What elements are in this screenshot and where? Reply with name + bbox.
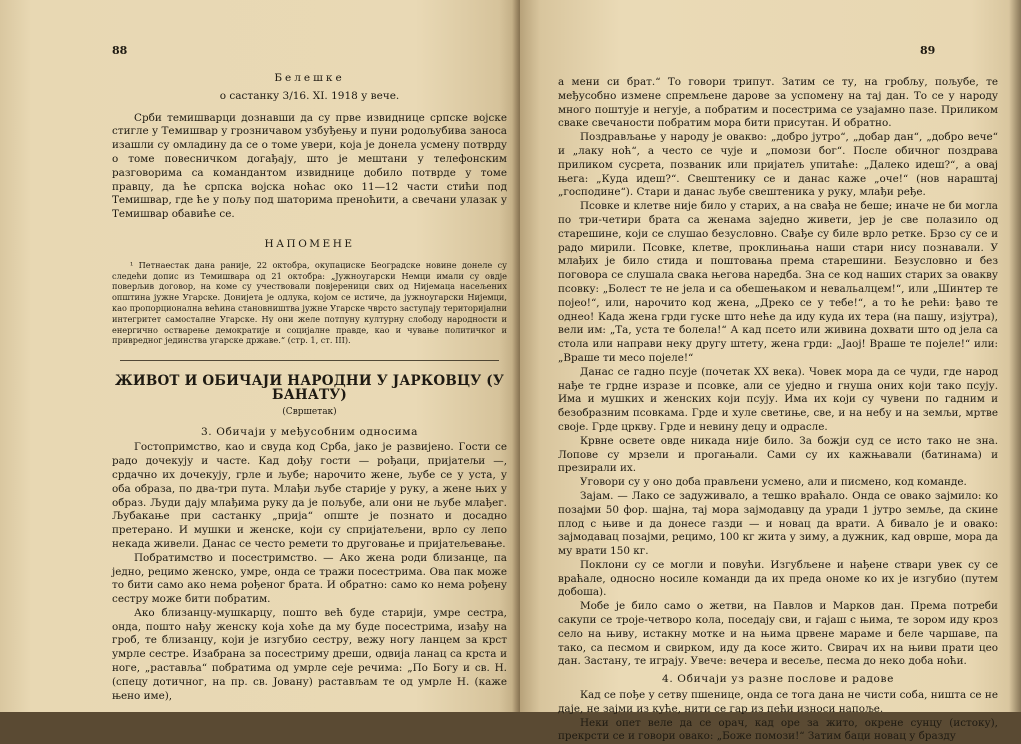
left-column	[112, 72, 507, 703]
paragraph-continuation: а мени си брат.“ То говори трипут. Затим се ту, на гробљу, пољубе, те међусобно измене спремљене дарове за успомену на тај дан. То се у народу много поштује и негује, а побратим и посестрима се узајамно пазе. Приликом сваке свечаности побратим мора бити присутан. И обратно.	[558, 76, 998, 130]
paragraph-greetings: Поздрављање у народу је овакво: „добро јутро“, „добар дан“, „добро вече“ и „лаку ноћ“, а често се чује и „помози бог“. После обичног поздрава приликом сусрета, позваник или пријатељ упитаће: „Далеко идеш?“, а овај њега: „Куда идеш?“. Свештенику се и данас каже „оче!“ (нов нараштај „господине“). Стари и данас љубе свештеника у руку, млађи ређе.	[558, 131, 998, 199]
page-edge	[1009, 0, 1021, 712]
footnote: ¹ Петнаестак дана раније, 22 октобра, окупациске Београдске новине донеле су следећи допис из Темишвара од 21 октобра: „Јужноугарски Немци имали су овдје поверљив договор, на коме су учествовали повјереници свих од Нијемаца насељених општина јужне Угарске. Донијета је одлука, којом се истиче, да јужноугарски Нијемци, као пропорционална већина становништва јужне Угарске чврсто заступају територијални интегритет самосталне Угарске. Ну они желе потпуну културну слободу народности и енергично остварење демократије и социјалне правде, као и чување политичког и привредног јединства угарске државе.“ (стр. 1, ст. III).	[112, 259, 507, 346]
paragraph-blood-feud: Крвне освете овде никада није било. За божји суд се исто тако не зна. Лопове су мрзели и прогањали. Сами су их кажњавали (батинама) и презирали их.	[558, 434, 998, 475]
notes-text: Срби темишварци дознавши да су прве извиднице српске војске стигле у Темишвар у грозничавом узбуђењу и пуни родољубива заноса изашли су омладину да се о томе увери, која је донела усмену потврду о томе повесничком догађају, што је мештани у телефонским разговорима са командантом извиднице добило потврде у томе правцу, да ће српска војска ноћас око 11—12 части стићи под Темишвар, где ће у пољу под шаторима преноћити, а свечани улазак у Темишвар обавиће се.	[112, 111, 507, 221]
notes-subtitle: о састанку 3/16. XI. 1918 у вече.	[219, 89, 400, 102]
paragraph-swearing: Данас се гадно псује (почетак XX века). Човек мора да се чуди, где народ нађе те грдне изразе и псовке, али се уједно и гнуша оних који тако псују. Има и мушких и женских који псују. Има их који су чувени по гадним и безобразним псовкама. Грде и хуле светиње, све, и на небу и на земљи, мртве своје. Грде цркву. Грде и невину децу и одрасле.	[558, 365, 998, 433]
article-title: ЖИВОТ И ОБИЧАЈИ НАРОДНИ У ЈАРКОВЦУ (У БАНАТУ)	[114, 373, 504, 403]
section-title-4: 4. Обичаји уз разне послове и радове	[662, 673, 894, 686]
paragraph-curses: Псовке и клетве није било у старих, а на свађа не беше; иначе не би могла по три-четири брата са женама заједно живети, јер је све полазило од старешине, који се слушао безусловно. Свађе су биле врло ретке. Брзо су се и радо мирили. Псовке, клетве, проклињања наши стари нису познавали. У млађих је било стида и поштовања према старешини. Безусловно и без поговора се слушала свака његова наредба. Зна се код наших старих за овакву псовку: „Болест те не јела и са обешењаком и невальалцем!“, или „Шинтер те појео!“, или, нарочито код жена, „Дреко се у тебе!“, а то ће рећи: ђаво те однео! Када жена грди гуске што неће да иду куда их тера (на пашу, изјутра), вели им: „Та, уста те болела!“ А кад псето или живина дохвати што од јела са стола или направи неку другу штету, жена грди: „Јаој! Враше те појеле!“ или: „Враше ти месо појеле!“	[558, 200, 998, 364]
page-number-right: 89	[920, 44, 936, 57]
section-title-3: 3. Обичаји у међусобним односима	[200, 425, 419, 438]
paragraph-sowing: Кад се пође у сетву пшенице, онда се тога дана не чисти соба, ништа се не даје, не зајми из куће, нити се гар из пећи износи напоље.	[558, 689, 998, 715]
paragraph-gifts: Поклони су се могли и повући. Изгубљене и нађене ствари увек су се враћале, односно носиле команди да их преда ономе ко их је изгубио (путем добоша).	[558, 558, 998, 599]
remarks-title: НАПОМЕНЕ	[264, 237, 355, 250]
divider	[120, 360, 499, 361]
paragraph-plowing: Неки опет веле да се орач, кад оре за жито, окрене сунцу (истоку), прекрсти се и говори овако: „Боже помози!“ Затим баци новац у бразду	[558, 716, 998, 743]
notes-title: Белешке	[274, 72, 345, 84]
paragraph-hospitality: Гостопримство, као и свуда код Срба, јако је развијено. Гости се радо дочекују и часте. Кад дођу гости — рођаци, пријатељи —, срдачно их дочекују, грле и љубе; нарочито жене, љубе се у уста, у оба образа, по два-три пута. Млађи љубе старије у руку, а жене њих у образ. Људи дају млађима руку да је пољубе, али они не љубе млађег. Љубакање при састанку „прија“ опште је познато и досадно претерано. И мушки и женске, који су спријатељени, врло су лепо некада живели. Данас се често ремети то друговање и пријатељевање.	[112, 441, 507, 550]
right-column	[558, 76, 998, 744]
paragraph-brotherhood: Побратимство и посестримство. — Ако жена роди близанце, па једно, рецимо женско, умре, онда се тражи посестрима. Ова пак може то бити само ако нема рођеног брата. И обратно: само ко нема рођену сестру може бити побратим.	[112, 551, 507, 606]
page-number-left: 88	[112, 44, 128, 57]
article-note: (Свршетак)	[282, 406, 337, 417]
paragraph-twins: Ако близанцу-мушкарцу, пошто већ буде старији, умре сестра, онда, пошто нађу женску која хоће да му буде посестрима, изађу на гроб, те близанцу, који је изгубио сестру, вежу ногу ланцем за крст умрле сестре. Изабрана за посестриму дреши, одвија ланац са крста и ноге, „раставља“ побратима од умрле сеје речима: „По Богу и св. Н. (спецу дотичног, на пр. св. Јовану) растављам те од умрле Н. (каже њено име),	[112, 606, 507, 702]
left-page	[0, 0, 520, 712]
paragraph-harvest: Мобе је било само о жетви, на Павлов и Марков дан. Према потреби сакупи се троје-четворо кола, поседају сви, и гајаш с њима, те зором иду кроз село на њиву, истакну мотке и на њима црвене мараме и беле чаршаве, па тако, са песмом и свирком, иду да косе жито. Свирач их на њиви прати цео дан. Застану, те играју. Увече: вечера и весеље, песма до неко доба ноћи.	[558, 600, 998, 668]
paragraph-contracts: Уговори су у оно доба прављени усмено, али и писмено, код команде.	[580, 476, 967, 489]
right-page	[520, 0, 1021, 743]
paragraph-loans: Зајам. — Лако се задуживало, а тешко враћало. Онда се овако зајмило: ко позајми 50 фор. шајна, тај мора зајмодавцу да уради 1 јутро земље, да скине плод с њиве и да донесе газди — и новац да врати. А бивало је и овако: зајмодавац позајми, рецимо, 100 кг жита у зиму, а дужник, кад оврше, мора да му врати 150 кг.	[558, 489, 998, 558]
